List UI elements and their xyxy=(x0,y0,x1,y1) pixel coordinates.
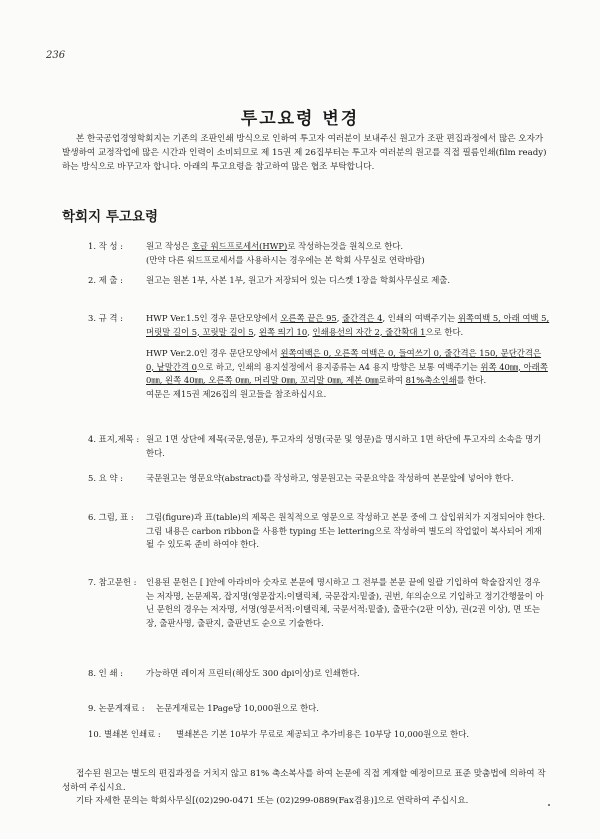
item-label: 8. 인 쇄 : xyxy=(88,668,123,678)
underlined-text: 줄간격은 4 xyxy=(342,313,383,323)
item-offprint-fee xyxy=(88,728,558,742)
text-run: , xyxy=(336,313,343,323)
item-format xyxy=(88,312,558,401)
text-run: , xyxy=(253,326,259,337)
underlined-text: 인쇄용선의 자간 2, 줄간확대 1 xyxy=(312,326,426,337)
item-label: 7. 참고문헌 : xyxy=(88,577,137,587)
item-publication-fee xyxy=(88,702,558,716)
item-text: 가능하면 레이저 프린터(해상도 300 dpi이상)로 인쇄한다. xyxy=(146,668,360,678)
item-text: 그림(figure)과 표(table)의 제목은 원칙적으로 영문으로 작성하고 본문 중에 그 삽입위치가 지정되어야 한다. 그림 내용은 carbon ribbon을 사용한 typing 또는 lettering으로 작성하여 별도의 작업없이 복사되어 게재될 수 있도록 준비 하여야 한다. xyxy=(146,512,546,549)
section-title: 학회지 투고요령 xyxy=(62,209,158,225)
item-text: 원고는 원본 1부, 사본 1부, 원고가 저장되어 있는 디스켓 1장을 학회사무실로 제출. xyxy=(146,275,451,285)
item-label: 9. 논문게재료 : xyxy=(88,703,145,713)
underlined-text: 오른쪽 끝은 95 xyxy=(280,313,337,323)
text-run: HWP Ver.1.5인 경우 문단모양에서 xyxy=(146,313,281,323)
item-abstract xyxy=(88,472,558,486)
text-run: 를 한다. xyxy=(456,375,487,385)
item-text: 논문게재료는 1Page당 10,000원으로 한다. xyxy=(156,703,319,713)
page-title: 투고요령 변경 xyxy=(240,109,360,129)
scan-speck xyxy=(548,804,550,806)
item-text-example: 여문은 제15권 제26집의 원고들을 참조하십시요. xyxy=(146,388,327,399)
item-text: 별쇄본은 기본 10부가 무료로 제공되고 추가비용은 10부당 10,000원으로 한다. xyxy=(176,729,470,739)
underlined-text: 호글 워드프로세서(HWP) xyxy=(191,241,288,251)
text-run: , xyxy=(307,326,313,337)
page-number: 236 xyxy=(46,50,66,61)
underlined-text: 위쪽 40㎜, 아래쪽 0㎜, 왼쪽 40㎜, 오른쪽 0㎜, 머리말 0㎜, 꼬리말 0㎜, 제본 0㎜ xyxy=(146,361,548,385)
item-printing xyxy=(88,667,558,681)
item-writing xyxy=(88,240,558,267)
item-text-hwp20 xyxy=(146,347,551,388)
item-text-hwp15 xyxy=(146,312,551,339)
text-run: 으로 한다. xyxy=(425,326,464,337)
item-label: 10. 별쇄본 인쇄료 : xyxy=(88,729,161,739)
underlined-text: 81%축소인쇄 xyxy=(405,375,457,385)
text-run: 로 작성하는것을 원칙으로 한다. xyxy=(287,241,404,251)
item-text: 원고 1면 상단에 제목(국문,영문), 투고자의 성명(국문 및 영문)을 명시하고 1면 하단에 투고자의 소속을 명기한다. xyxy=(146,434,542,458)
text-run: 으로 하고, 인쇄의 용지설정에서 용지종류는 A4 용지 방향은 보통 여백주기는 xyxy=(197,361,481,372)
item-label: 3. 규 격 : xyxy=(88,313,123,323)
item-title-page xyxy=(88,433,558,460)
item-label: 6. 그림, 표 : xyxy=(88,512,134,522)
item-label: 5. 요 약 : xyxy=(88,473,123,483)
item-text xyxy=(146,240,558,254)
note-submission: 접수된 원고는 별도의 편집과정을 거치지 않고 81% 축소복사를 하여 논문에 직접 게재할 예정이므로 표준 맞춤법에 의하여 작성하여 주십시요. xyxy=(62,769,546,793)
item-text-note: (만약 다른 워드프로세서를 사용하시는 경우에는 본 학회 사무실로 연락바람) xyxy=(146,254,425,265)
text-run: HWP Ver.2.0인 경우 문단모양에서 xyxy=(146,348,281,358)
text-run: 원고 작성은 xyxy=(146,241,192,251)
item-label: 4. 표지,제목 : xyxy=(88,434,140,444)
intro-paragraph: 본 한국공업경영학회지는 기존의 조판인쇄 방식으로 인하여 투고자 여러분이 보내주신 원고가 조판 편집과정에서 많은 오자가 발생하여 교정작업에 많은 시간과 인력이 소비되므로 제 15권 제 26집부터는 투고자 여러분의 원고를 직접 필름인쇄(film ready)하는 방식으로 바꾸고자 합니다. 아래의 투고요령을 참고하여 많은 협조 부탁합니다. xyxy=(62,134,547,172)
item-submission xyxy=(88,274,558,288)
note-contact: 기타 자세한 문의는 학회사무실[(02)290-0471 또는 (02)299-0889(Fax겸용)]으로 연락하여 주십시요. xyxy=(76,796,469,806)
item-figures-tables xyxy=(88,511,558,552)
item-text: 국문원고는 영문요약(abstract)를 작성하고, 영문원고는 국문요약을 작성하여 본문앞에 넣어야 한다. xyxy=(146,473,514,483)
item-label: 2. 제 출 : xyxy=(88,275,123,285)
text-run: 로하여 xyxy=(378,375,406,385)
item-label: 1. 작 성 : xyxy=(88,241,123,251)
underlined-text: 왼쪽여백은 0, 오른쪽 여백은 0, 들여쓰기 0, 줄간격은 150, 문단간격은 0, 낱말간격 0 xyxy=(146,348,542,372)
underlined-text: 왼쪽 띄기 10 xyxy=(258,326,308,337)
item-references xyxy=(88,576,558,630)
text-run: , 인쇄의 여백주기는 xyxy=(382,313,458,323)
underlined-text: 위쪽여백 5, 아래 여백 5, 머릿말 길이 5, 꼬릿말 길이 5 xyxy=(146,313,550,337)
item-text: 인용된 문헌은 [ ]안에 아라비아 숫자로 본문에 명시하고 그 전부를 본문 끝에 일괄 기입하여 학술잡지인 경우는 저자명, 논문제목, 잡지명(영문잡지:이탤릭체, 국문잡지:밑줄), 권번, 年의순으로 기입하고 정기간행물이 아닌 문헌의 경우는 저자명, 서명(영문서적:이탤릭체, 국문서적:밑줄), 출판수(2판 이상), 권(2권 이상), 면 또는 장, 출판사명, 출판지, 출판년도 순으로 기술한다. xyxy=(146,577,544,628)
